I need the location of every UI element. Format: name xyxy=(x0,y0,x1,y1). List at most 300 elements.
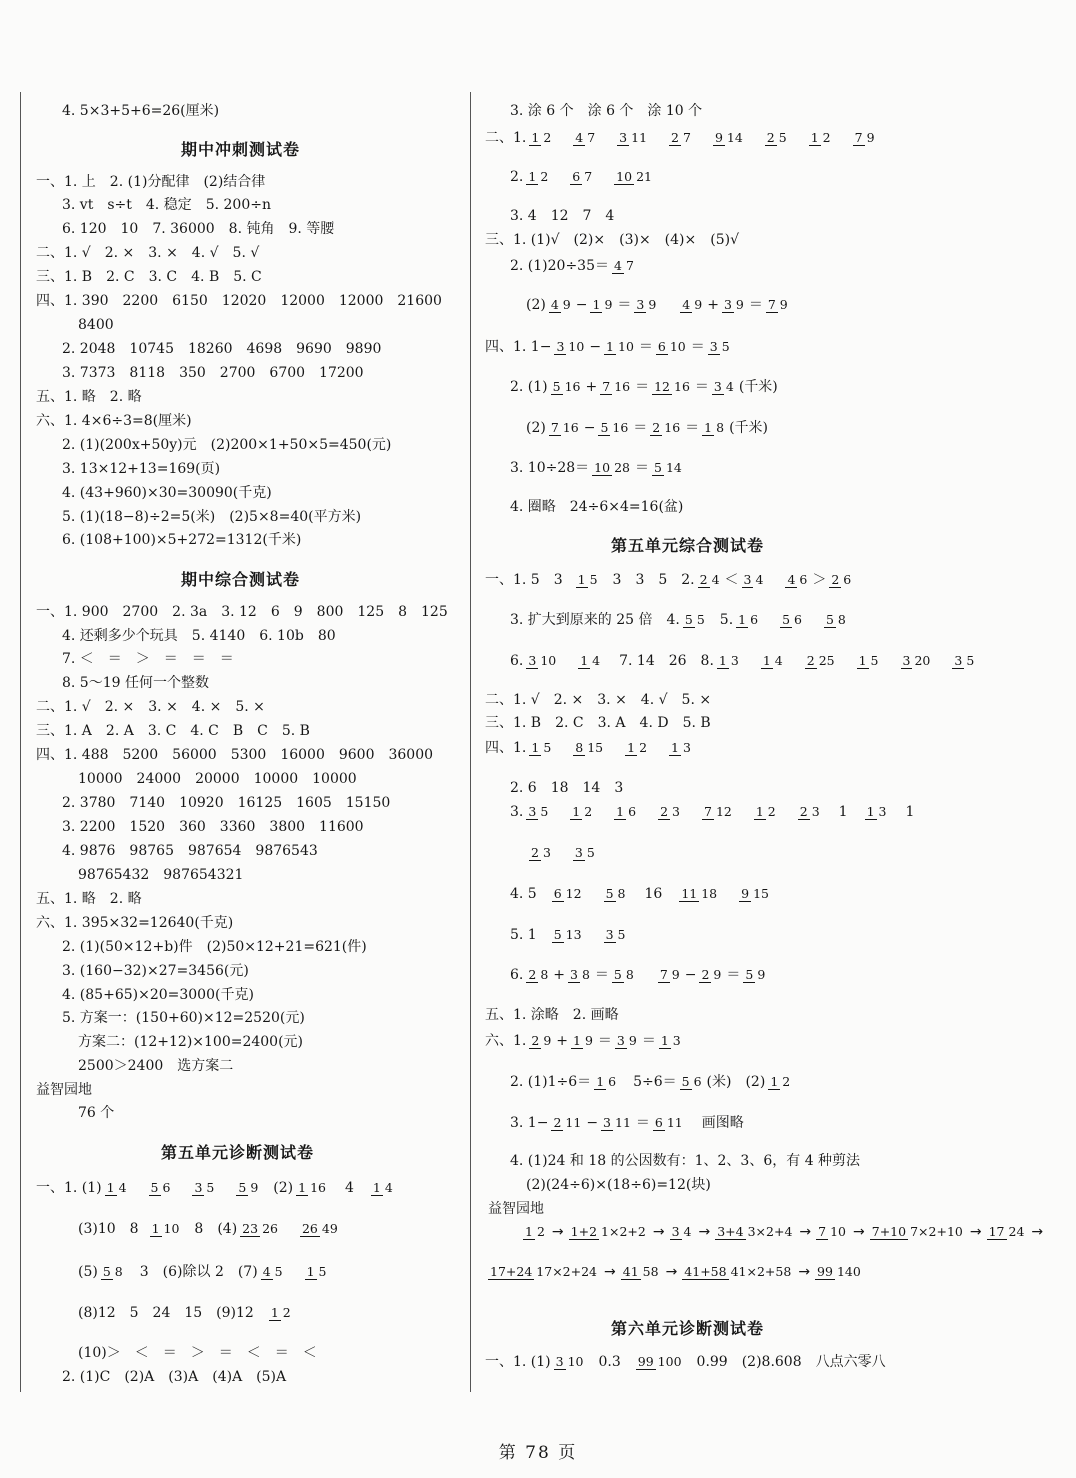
denominator: 14 xyxy=(726,130,743,145)
fraction xyxy=(722,297,746,313)
fraction xyxy=(576,572,600,588)
answer-line xyxy=(78,1059,233,1073)
operator: ＝ xyxy=(597,1033,612,1050)
answer-line xyxy=(510,104,702,118)
denominator: 8 xyxy=(617,886,626,901)
answer-text: 3. (160−32)×27=3456(元) xyxy=(62,963,249,979)
numerator: 2 xyxy=(766,130,775,145)
answer-line xyxy=(36,724,310,738)
denominator: 9 xyxy=(648,297,657,312)
numerator: 5 xyxy=(600,420,609,435)
fraction xyxy=(101,1264,125,1280)
fraction xyxy=(765,130,789,146)
answer-text: 3. 涂 6 个 涂 6 个 涂 10 个 xyxy=(510,103,703,119)
denominator: 4 xyxy=(755,572,764,587)
fraction xyxy=(300,1221,340,1237)
denominator: 16 xyxy=(562,420,579,435)
denominator: 3×2+4 xyxy=(747,1224,793,1239)
answer-line xyxy=(62,1011,305,1025)
fraction xyxy=(857,653,881,669)
answer-text: 五、1. 涂略 2. 画略 xyxy=(485,1007,619,1023)
fraction xyxy=(600,379,632,395)
denominator: 9 xyxy=(713,967,722,982)
denominator: 9 xyxy=(562,297,571,312)
fraction xyxy=(650,420,682,436)
numerator: 7 xyxy=(659,967,668,982)
fraction xyxy=(625,740,649,756)
answer-text: 6. xyxy=(510,653,524,670)
fraction xyxy=(192,1180,216,1196)
denominator: 49 xyxy=(321,1221,338,1236)
operator: − xyxy=(684,967,697,984)
denominator: 9 xyxy=(604,297,613,312)
answer-line xyxy=(485,716,711,730)
denominator: 26 xyxy=(262,1221,278,1236)
denominator: 5 xyxy=(870,653,879,668)
numerator: 9 xyxy=(714,130,723,145)
fraction xyxy=(901,653,933,669)
numerator: 1 xyxy=(298,1180,307,1195)
answer-line xyxy=(485,339,735,355)
fraction xyxy=(952,653,976,669)
answer-line xyxy=(36,246,259,260)
denominator: 7 xyxy=(682,130,691,145)
numerator: 3 xyxy=(605,927,614,942)
denominator: 5 xyxy=(318,1264,327,1279)
answer-line xyxy=(526,1178,711,1192)
fraction xyxy=(766,297,790,313)
numerator: 5 xyxy=(150,1180,159,1195)
operator: ＝ xyxy=(634,460,649,477)
denominator: 10 xyxy=(568,339,585,354)
right-column xyxy=(470,0,1076,1478)
fraction xyxy=(549,297,573,313)
operator: ＝ xyxy=(694,379,709,396)
answer-line xyxy=(510,379,778,395)
denominator: 24 xyxy=(1008,1224,1025,1239)
fraction xyxy=(987,1224,1027,1240)
fraction xyxy=(652,379,692,395)
answer-line xyxy=(62,796,390,810)
numerator: 5 xyxy=(238,1180,247,1195)
numerator: 2 xyxy=(699,572,708,587)
fraction xyxy=(578,653,602,669)
answer-text: 画图略 xyxy=(701,1115,744,1132)
fraction xyxy=(815,1264,863,1280)
fraction xyxy=(699,967,723,983)
numerator: 10 xyxy=(594,460,611,475)
denominator: 5 xyxy=(721,339,730,354)
fraction xyxy=(653,1115,685,1131)
fraction xyxy=(658,967,682,983)
answer-text: (米) (2) xyxy=(706,1074,766,1091)
fraction xyxy=(296,1180,328,1196)
numerator: 6 xyxy=(657,339,666,354)
arrow-right-icon: → xyxy=(551,1224,564,1241)
answer-line xyxy=(510,1154,860,1168)
answer-text: 三、1. A 2. A 3. C 4. C B C 5. B xyxy=(36,723,310,739)
answer-text: 6. (108+100)×5+272=1312(千米) xyxy=(62,532,302,548)
denominator: 4 xyxy=(118,1180,127,1195)
answer-line xyxy=(510,886,774,902)
numerator: 23 xyxy=(242,1221,259,1236)
page-number: 第 78 页 xyxy=(498,1443,578,1463)
numerator: 3+4 xyxy=(717,1224,744,1239)
fraction xyxy=(702,804,734,820)
numerator: 7 xyxy=(767,297,776,312)
answer-text: 2. 3780 7140 10920 16125 1605 15150 xyxy=(62,795,391,811)
denominator: 9 xyxy=(543,1033,552,1048)
numerator: 3 xyxy=(570,967,578,982)
fraction xyxy=(571,1033,595,1049)
fraction xyxy=(824,612,848,628)
answer-text: (2) xyxy=(526,420,546,437)
numerator: 4 xyxy=(550,297,559,312)
denominator: 2 xyxy=(822,130,831,145)
answer-text: 6. xyxy=(510,967,524,984)
fraction xyxy=(615,1033,639,1049)
answer-text: 7. ＜ ＝ ＞ ＝ ＝ ＝ xyxy=(62,651,234,667)
numerator: 3 xyxy=(743,572,752,587)
fraction xyxy=(739,886,771,902)
answer-text: 六、1. 4×6÷3=8(厘米) xyxy=(36,413,192,429)
numerator: 2 xyxy=(806,653,815,668)
denominator: 8 xyxy=(625,967,634,982)
operator: + xyxy=(707,297,719,314)
denominator: 5 xyxy=(696,612,705,627)
section-title: 第五单元诊断测试卷 xyxy=(161,1143,315,1162)
denominator: 6 xyxy=(750,612,759,627)
numerator: 2 xyxy=(660,804,669,819)
fraction xyxy=(669,130,693,146)
denominator: 4 xyxy=(774,653,783,668)
answer-line xyxy=(78,772,357,786)
arrow-right-icon: → xyxy=(665,1264,678,1281)
fraction xyxy=(702,420,726,436)
denominator: 5 xyxy=(586,845,595,860)
numerator: 1 xyxy=(606,339,614,354)
answer-line xyxy=(510,460,687,476)
answer-text: 3. 13×12+13=169(页) xyxy=(62,461,221,477)
answer-line xyxy=(510,209,614,223)
denominator: 12 xyxy=(565,886,582,901)
answer-text: (8)12 5 24 15 (9)12 xyxy=(78,1305,254,1322)
denominator: 10 xyxy=(163,1221,180,1236)
answer-text: 3. 10÷28＝ xyxy=(510,460,590,477)
fraction xyxy=(621,1264,661,1280)
answer-text: 4. 还剩多少个玩具 5. 4140 6. 10b 80 xyxy=(62,628,336,644)
denominator: 6 xyxy=(794,612,802,627)
fraction xyxy=(636,1354,684,1370)
denominator: 3 xyxy=(730,653,739,668)
answer-text: 六、1. 395×32=12640(千克) xyxy=(36,915,234,931)
numerator: 2 xyxy=(528,967,537,982)
numerator: 26 xyxy=(301,1221,318,1236)
numerator: 5 xyxy=(552,379,561,394)
denominator: 20 xyxy=(914,653,931,668)
fraction xyxy=(590,297,614,313)
fraction xyxy=(768,1074,792,1090)
answer-text: 益智园地 xyxy=(36,1082,92,1098)
denominator: 2 xyxy=(639,740,648,755)
denominator: 7 xyxy=(584,169,593,184)
answer-text: 三、1. B 2. C 3. C 4. B 5. C xyxy=(36,269,262,285)
answer-line xyxy=(485,572,856,588)
answer-line xyxy=(36,390,142,404)
denominator: 2 xyxy=(767,804,776,819)
fraction xyxy=(573,130,597,146)
fraction xyxy=(679,886,719,902)
answer-line xyxy=(485,130,880,146)
denominator: 7×2+10 xyxy=(910,1224,963,1239)
fraction xyxy=(698,572,722,588)
answer-line xyxy=(62,844,318,858)
numerator: 1+2 xyxy=(570,1224,598,1239)
answer-text: 2. (1)1÷6＝ xyxy=(510,1074,592,1091)
answer-text: 四、1. xyxy=(485,740,527,757)
denominator: 1×2+2 xyxy=(601,1224,646,1239)
denominator: 5 xyxy=(274,1264,283,1279)
answer-line xyxy=(36,748,433,762)
denominator: 17×2+24 xyxy=(536,1264,598,1279)
answer-text: 0.99 (2)8.608 八点六零八 xyxy=(696,1354,886,1371)
numerator: 5 xyxy=(653,460,662,475)
answer-text: 2. (1)(200x+50y)元 (2)200×1+50×5=450(元) xyxy=(62,437,392,453)
answer-line xyxy=(78,1106,114,1120)
fraction xyxy=(614,804,638,820)
fraction xyxy=(526,804,550,820)
fraction xyxy=(682,1264,793,1280)
operator: ＝ xyxy=(617,297,632,314)
answer-line xyxy=(485,233,739,247)
numerator: 11 xyxy=(681,886,698,901)
fraction xyxy=(715,1224,794,1240)
answer-line xyxy=(62,1370,286,1384)
numerator: 1 xyxy=(531,130,540,145)
fraction xyxy=(798,804,822,820)
denominator: 9 xyxy=(757,967,766,982)
denominator: 10 xyxy=(830,1224,847,1239)
answer-line xyxy=(485,1033,686,1049)
fraction xyxy=(736,612,760,628)
fraction xyxy=(552,886,584,902)
answer-text: (千米) xyxy=(738,379,778,396)
answer-line xyxy=(36,175,265,189)
fraction xyxy=(240,1221,280,1237)
numerator: 41 xyxy=(622,1264,639,1279)
answer-text: (2)(24÷6)×(18÷6)=12(块) xyxy=(526,1177,711,1193)
answer-text: 方案二：(12+12)×100=2400(元) xyxy=(78,1034,304,1050)
numerator: 2 xyxy=(553,1115,562,1130)
fraction xyxy=(523,1224,547,1240)
denominator: 2 xyxy=(782,1074,791,1089)
fraction xyxy=(656,339,688,355)
answer-line xyxy=(62,820,364,834)
arrow-right-icon: → xyxy=(799,1224,812,1241)
numerator: 1 xyxy=(616,804,625,819)
fraction xyxy=(683,612,707,628)
denominator: 7 xyxy=(625,258,634,273)
denominator: 8 xyxy=(540,967,549,982)
numerator: 5 xyxy=(613,967,622,982)
numerator: 1 xyxy=(270,1305,279,1320)
numerator: 41+58 xyxy=(684,1264,727,1279)
denominator: 8 xyxy=(716,420,725,435)
numerator: 5 xyxy=(782,612,791,627)
fraction xyxy=(853,130,877,146)
denominator: 6 xyxy=(693,1074,702,1089)
answer-text: 四、1. 1− xyxy=(485,339,552,356)
answer-text: 二、1. √ 2. × 3. × 4. √ 5. × xyxy=(485,692,712,708)
numerator: 3 xyxy=(528,804,537,819)
answer-line xyxy=(36,414,192,428)
denominator: 6 xyxy=(799,572,808,587)
numerator: 1 xyxy=(810,130,819,145)
answer-text: 四、1. 488 5200 56000 5300 16000 9600 36000 xyxy=(36,747,434,763)
answer-text: 5. 方案一：(150+60)×12=2520(元) xyxy=(62,1010,305,1026)
operator: ＜ xyxy=(724,572,739,589)
answer-line xyxy=(485,693,711,707)
numerator: 1 xyxy=(596,1074,605,1089)
denominator: 5 xyxy=(543,740,552,755)
operator: + xyxy=(553,967,565,984)
fraction xyxy=(870,1224,965,1240)
answer-text: (5) xyxy=(78,1264,98,1281)
denominator: 10 xyxy=(540,653,557,668)
denominator: 16 xyxy=(564,379,581,394)
answer-line xyxy=(62,652,234,666)
fraction xyxy=(570,804,594,820)
answer-line xyxy=(485,740,696,756)
answer-text: 3. 扩大到原来的 25 倍 4. xyxy=(510,612,680,629)
fraction xyxy=(604,927,628,943)
answer-line xyxy=(510,927,630,943)
numerator: 7 xyxy=(703,804,712,819)
fraction xyxy=(680,297,704,313)
numerator: 7 xyxy=(854,130,863,145)
answer-text: 1 xyxy=(838,804,848,821)
numerator: 6 xyxy=(553,886,562,901)
fraction xyxy=(573,740,605,756)
answer-line xyxy=(78,868,243,882)
fraction xyxy=(713,130,745,146)
numerator: 3 xyxy=(671,1224,680,1239)
denominator: 11 xyxy=(615,1115,631,1130)
fraction xyxy=(805,653,837,669)
numerator: 3 xyxy=(194,1180,203,1195)
fraction xyxy=(761,653,785,669)
arrow-right-icon: → xyxy=(604,1264,616,1281)
denominator: 4 xyxy=(711,572,720,587)
fraction xyxy=(614,169,654,185)
denominator: 9 xyxy=(866,130,875,145)
denominator: 8 xyxy=(581,967,590,982)
denominator: 10 xyxy=(669,339,686,354)
answer-text: 四、1. 390 2200 6150 12020 12000 12000 21600 xyxy=(36,293,442,309)
fraction xyxy=(529,1033,553,1049)
operator: ＝ xyxy=(633,420,648,437)
answer-text: 2. (1)(50×12+b)件 (2)50×12+21=621(件) xyxy=(62,939,367,955)
answer-text: 8. 5～19 任何一个整数 xyxy=(62,675,209,691)
fraction xyxy=(717,653,741,669)
numerator: 1 xyxy=(770,1074,779,1089)
answer-text: 6. 120 10 7. 36000 8. 钝角 9. 等腰 xyxy=(62,221,335,237)
numerator: 2 xyxy=(799,804,808,819)
denominator: 2 xyxy=(543,130,552,145)
fraction xyxy=(570,169,594,185)
numerator: 6 xyxy=(654,1115,663,1130)
fraction xyxy=(598,420,630,436)
denominator: 9 xyxy=(735,297,744,312)
fraction xyxy=(708,339,732,355)
numerator: 5 xyxy=(605,886,614,901)
denominator: 11 xyxy=(631,130,648,145)
numerator: 5 xyxy=(684,612,693,627)
denominator: 11 xyxy=(565,1115,582,1130)
numerator: 10 xyxy=(616,169,633,184)
numerator: 1 xyxy=(573,1033,581,1048)
fraction xyxy=(552,927,584,943)
denominator: 6 xyxy=(608,1074,617,1089)
denominator: 16 xyxy=(614,379,631,394)
fraction xyxy=(150,1221,182,1237)
section-title: 期中冲刺测试卷 xyxy=(181,140,301,159)
numerator: 3 xyxy=(723,297,732,312)
answer-text: 一、1. 900 2700 2. 3a 3. 12 6 9 800 125 8 125 xyxy=(36,604,448,620)
answer-line xyxy=(62,533,301,547)
answer-line xyxy=(62,462,220,476)
operator: − xyxy=(589,339,602,356)
denominator: 12 xyxy=(715,804,732,819)
numerator: 7 xyxy=(818,1224,827,1239)
numerator: 7+10 xyxy=(871,1224,907,1239)
numerator: 4 xyxy=(262,1264,271,1279)
fraction xyxy=(261,1264,285,1280)
fraction xyxy=(612,258,636,274)
denominator: 25 xyxy=(818,653,835,668)
denominator: 3 xyxy=(682,740,691,755)
fraction xyxy=(617,130,649,146)
fraction xyxy=(549,420,581,436)
answer-text: 一、1. 上 2. (1)分配律 (2)结合律 xyxy=(36,174,266,190)
answer-text: 76 个 xyxy=(78,1105,115,1121)
fraction xyxy=(371,1180,395,1196)
fraction xyxy=(669,740,693,756)
denominator: 4 xyxy=(384,1180,393,1195)
answer-line xyxy=(526,297,793,313)
answer-line xyxy=(36,294,442,308)
denominator: 6 xyxy=(628,804,637,819)
answer-text: (千米) xyxy=(729,420,768,437)
numerator: 1 xyxy=(627,740,636,755)
answer-text: 2. xyxy=(510,169,524,186)
numerator: 3 xyxy=(713,379,722,394)
answer-text: 一、1. (1) xyxy=(36,1180,102,1197)
numerator: 8 xyxy=(575,740,584,755)
numerator: 9 xyxy=(741,886,750,901)
denominator: 3 xyxy=(672,1033,681,1048)
denominator: 13 xyxy=(565,927,582,942)
denominator: 7 xyxy=(587,130,596,145)
answer-line xyxy=(78,1264,332,1280)
numerator: 6 xyxy=(572,169,581,184)
answer-line xyxy=(62,222,334,236)
answer-line xyxy=(62,988,254,1002)
denominator: 5 xyxy=(540,804,549,819)
denominator: 11 xyxy=(666,1115,683,1130)
answer-text: 一、1. 5 3 xyxy=(485,572,563,589)
arrow-right-icon: → xyxy=(853,1224,865,1241)
